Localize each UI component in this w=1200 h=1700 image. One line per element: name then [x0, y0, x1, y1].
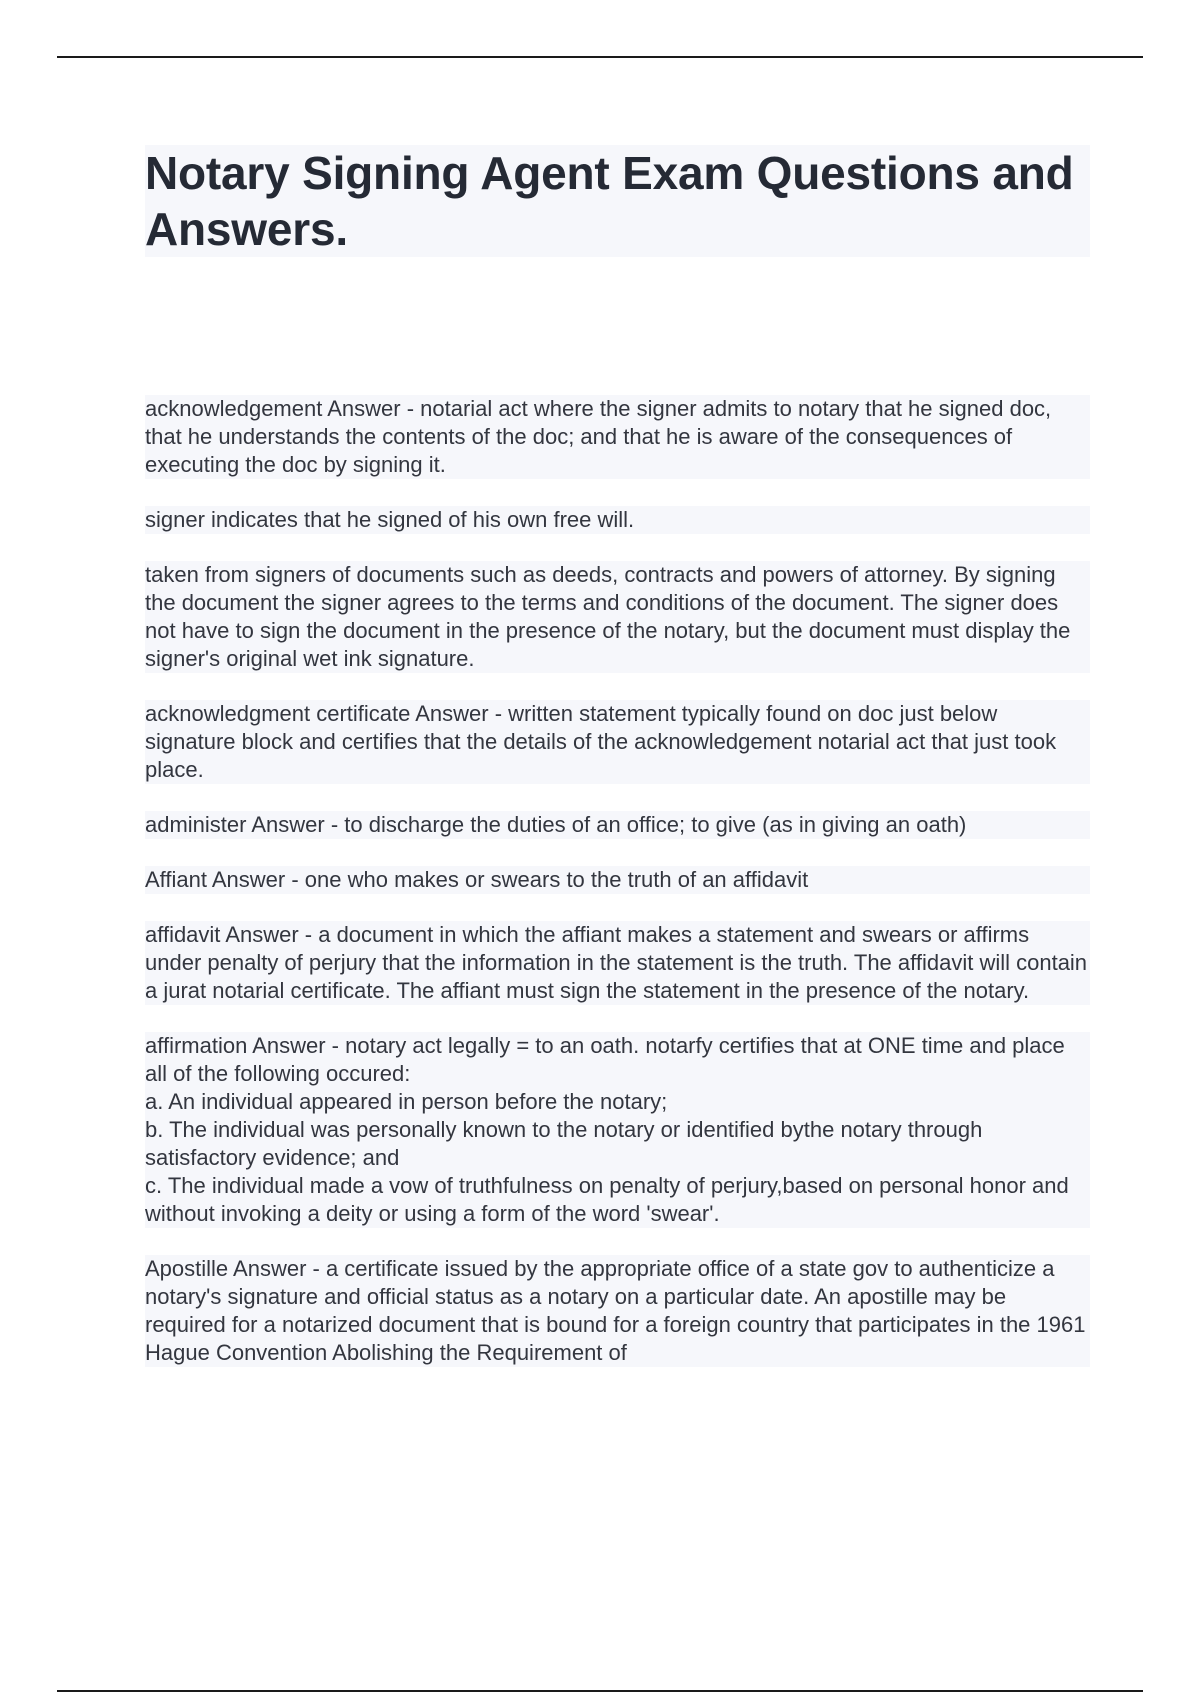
page-title: Notary Signing Agent Exam Questions and Answers.	[145, 147, 1074, 255]
paragraph-affiant: Affiant Answer - one who makes or swears to the truth of an affidavit	[145, 866, 1090, 894]
title-block	[145, 145, 1090, 257]
paragraph-acknowledgment-certificate: acknowledgment certificate Answer - written statement typically found on doc just below signature block and certifies that the details of the acknowledgement notarial act that just took place.	[145, 700, 1090, 784]
paragraph-affirmation: affirmation Answer - notary act legally = to an oath. notarfy certifies that at ONE time and place all of the following occured: a. An individual appeared in person before the notary; b. The individual was personally known to the notary or identified bythe notary through satisfactory evidence; and c. The individual made a vow of truthfulness on penalty of perjury,based on personal honor and without invoking a deity or using a form of the word 'swear'.	[145, 1032, 1090, 1228]
paragraph-apostille: Apostille Answer - a certificate issued by the appropriate office of a state gov to authenticize a notary's signature and official status as a notary on a particular date. An apostille may be required for a notarized document that is bound for a foreign country that participates in the 1961 Hague Convention Abolishing the Requirement of	[145, 1255, 1090, 1367]
paragraph-taken-from-signers: taken from signers of documents such as deeds, contracts and powers of attorney. By signing the document the signer agrees to the terms and conditions of the document. The signer does not have to sign the document in the presence of the notary, but the document must display the signer's original wet ink signature.	[145, 561, 1090, 673]
paragraph-acknowledgement: acknowledgement Answer - notarial act where the signer admits to notary that he signed doc, that he understands the contents of the doc; and that he is aware of the consequences of executing the doc by signing it.	[145, 395, 1090, 479]
top-divider	[57, 56, 1143, 58]
document-body	[145, 395, 1090, 1394]
bottom-divider	[57, 1690, 1143, 1692]
paragraph-free-will: signer indicates that he signed of his own free will.	[145, 506, 1090, 534]
paragraph-administer: administer Answer - to discharge the duties of an office; to give (as in giving an oath)	[145, 811, 1090, 839]
paragraph-affidavit: affidavit Answer - a document in which the affiant makes a statement and swears or affirms under penalty of perjury that the information in the statement is the truth. The affidavit will contain a jurat notarial certificate. The affiant must sign the statement in the presence of the notary.	[145, 921, 1090, 1005]
